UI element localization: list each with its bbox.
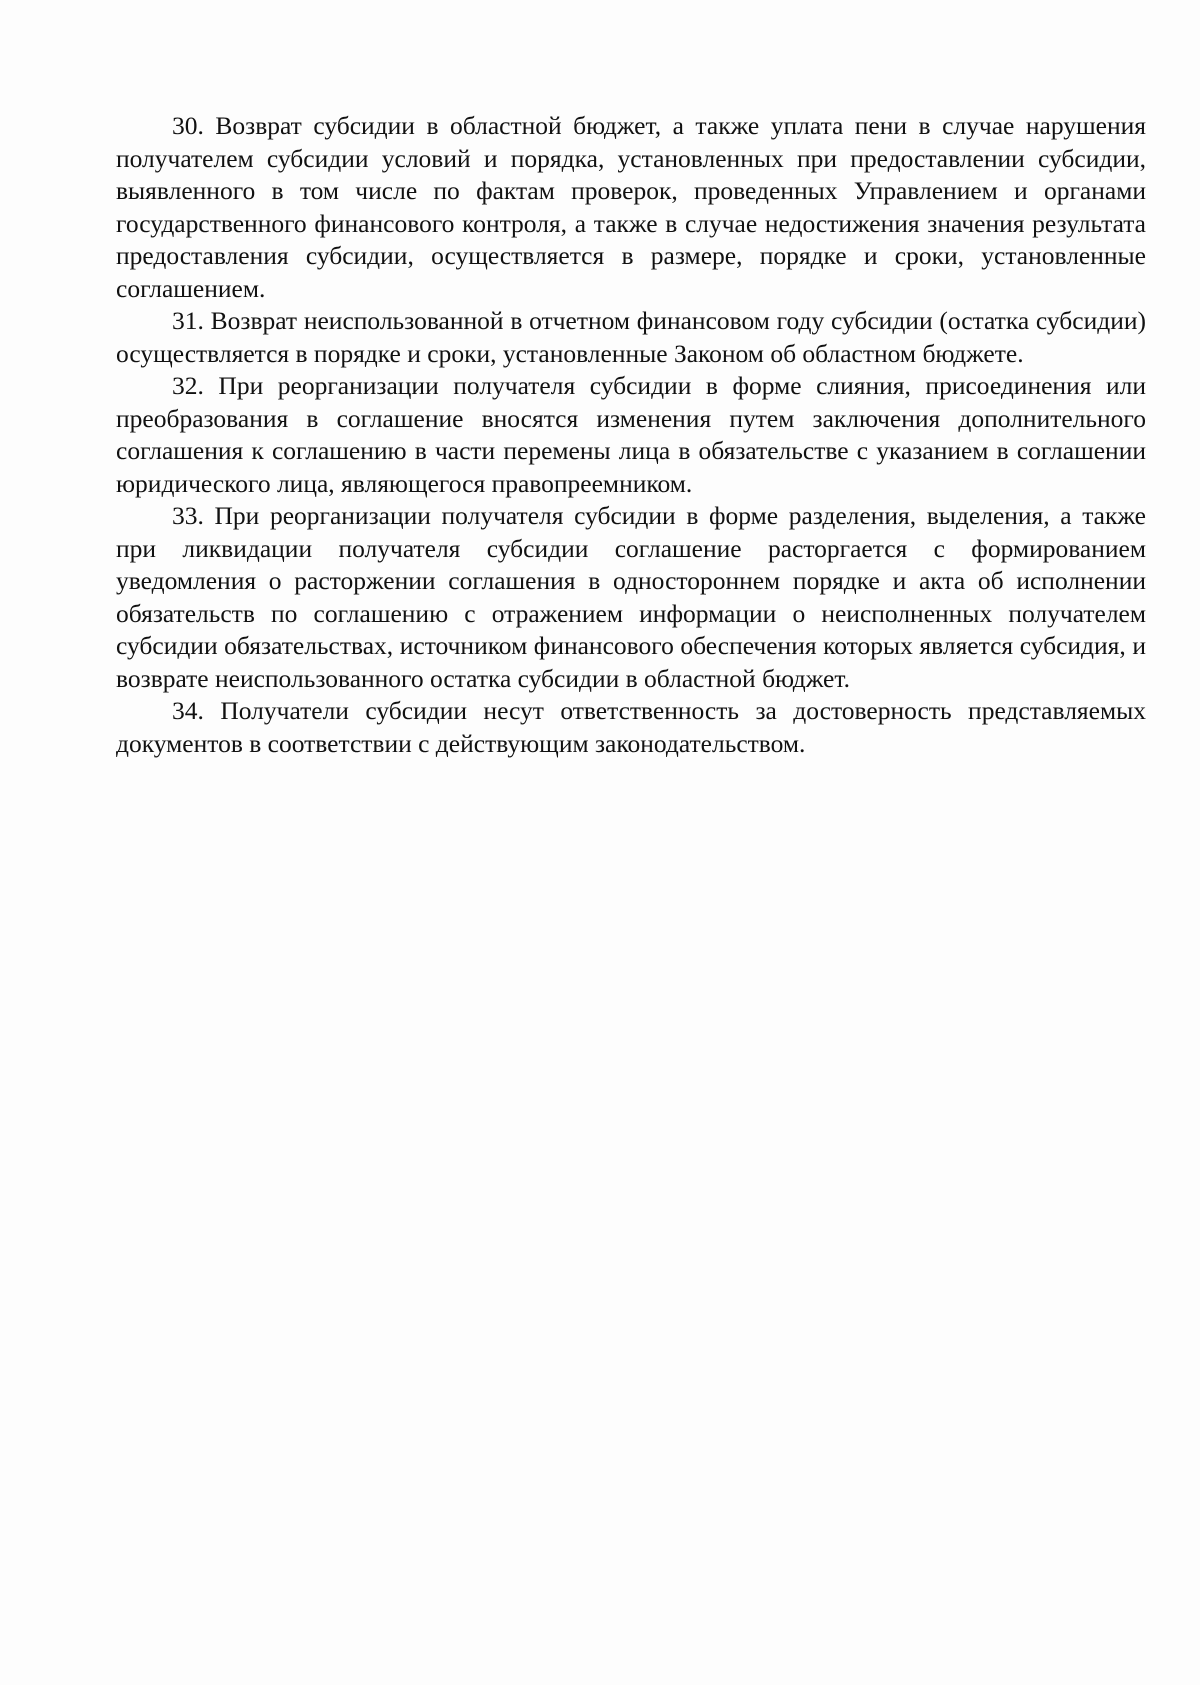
paragraph-33: 33. При реорганизации получателя субсидии в форме разделения, выделения, а также при ликвидации получателя субсидии соглашение расторгается с формированием уведомления о расторжении соглашения в одностороннем порядке и акта об исполнении обязательств по соглашению с отражением информации о неисполненных получателем субсидии обязательствах, источником финансового обеспечения которых является субсидия, и возврате неиспользованного остатка субсидии в областной бюджет.: [116, 501, 1146, 693]
paragraph-34: 34. Получатели субсидии несут ответственность за достоверность представляемых документов в соответствии с действующим законодательством.: [116, 696, 1146, 758]
paragraph-31: 31. Возврат неиспользованной в отчетном финансовом году субсидии (остатка субсидии) осуществляется в порядке и сроки, установленные Законом об областном бюджете.: [116, 306, 1146, 368]
document-body: [116, 110, 1146, 760]
paragraph-32: 32. При реорганизации получателя субсидии в форме слияния, присоединения или преобразования в соглашение вносятся изменения путем заключения дополнительного соглашения к соглашению в части перемены лица в обязательстве с указанием в соглашении юридического лица, являющегося правопреемником.: [116, 371, 1146, 498]
paragraph-30: 30. Возврат субсидии в областной бюджет, а также уплата пени в случае нарушения получателем субсидии условий и порядка, установленных при предоставлении субсидии, выявленного в том числе по фактам проверок, проведенных Управлением и органами государственного финансового контроля, а также в случае недостижения значения результата предоставления субсидии, осуществляется в размере, порядке и сроки, установленные соглашением.: [116, 111, 1146, 303]
